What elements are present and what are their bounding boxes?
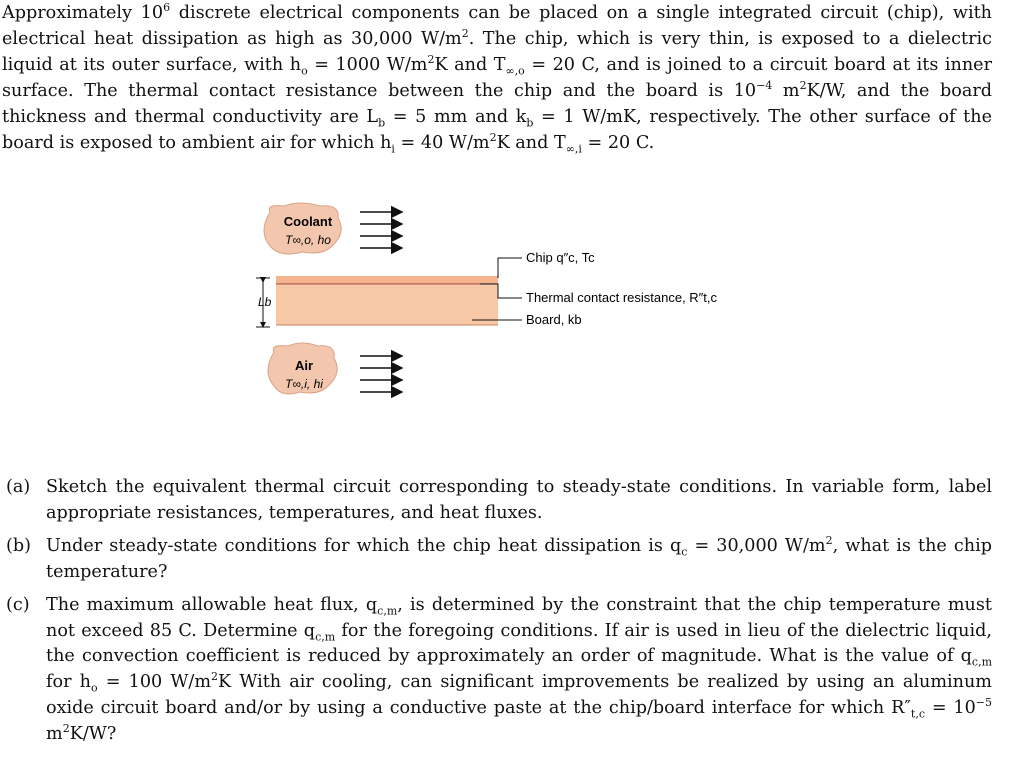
figure-svg [240, 200, 760, 420]
chip-layer [276, 276, 498, 284]
air-label: Air [294, 358, 314, 373]
board-layer [276, 285, 498, 325]
coolant-label: Coolant [283, 214, 333, 229]
chip-label: Chip q″c, Tc [526, 250, 595, 265]
question-list [6, 475, 992, 755]
air-params: T∞,i, hi [285, 377, 323, 391]
question-b [6, 534, 992, 586]
question-text: The maximum allowable heat flux, $q_{c,m}$, is determined by the constraint that the chip temperature must not exceed 85 C. Determine $q_{c,m}$ for the foregoing conditions. If air is used in lieu of the dielectric liquid, the convection coefficient is reduced by approximately an order of magnitude. What is the value of $q_{c,m}$ for $h_o = 100$ $W/m^2K$ With air cooling, can significant improvements be realized by using an aluminum oxide circuit board and/or by using a conductive paste at the chip/board interface for which $R''_{t,c} = 10^{-5}$ $m^2K/W$? [46, 594, 992, 745]
question-label: (a) [6, 477, 31, 497]
question-text: Under steady-state conditions for which the chip heat dissipation is $q_c = 30,000$ $W/m^2$, what is the chip temperature? [46, 533, 992, 582]
problem-statement: Approximately $10^6$ discrete electrical components can be placed on a single integrated circuit (chip), with electrical heat dissipation as high as 30,000 $W/m^2$. The chip, which is very thin, is exposed to a dielectric liquid at its outer surface, with $h_o = 1000$ $W/m^2K$ and $T_{\infty,o} = 20$ C, and is joined to a circuit board at its inner surface. The thermal contact resistance between the chip and the board is $10^{-4}$ $m^2K/W$, and the board thickness and thermal conductivity are $L_b = 5$ mm and $k_b = 1$ W/mK, respectively. The other surface of the board is exposed to ambient air for which $h_i = 40$ $W/m^2K$ and $T_{\infty,i} = 20$ C. [2, 1, 993, 156]
board-label: Board, kb [526, 312, 582, 327]
question-label: (b) [6, 535, 31, 556]
question-c [6, 593, 992, 748]
air-flow-arrows [360, 356, 402, 392]
question-label: (c) [6, 594, 30, 615]
question-text: Sketch the equivalent thermal circuit corresponding to steady-state conditions. In variable form, label appropriate resistances, temperatures, and heat fluxes. [46, 477, 992, 523]
coolant-params: T∞,o, ho [285, 233, 331, 247]
contact-label: Thermal contact resistance, R″t,c [526, 290, 718, 305]
chip-board-figure [240, 200, 760, 420]
question-a [6, 475, 992, 527]
chip-leader [498, 258, 522, 278]
coolant-flow-arrows [360, 212, 402, 248]
thickness-label: Lb [258, 295, 272, 309]
